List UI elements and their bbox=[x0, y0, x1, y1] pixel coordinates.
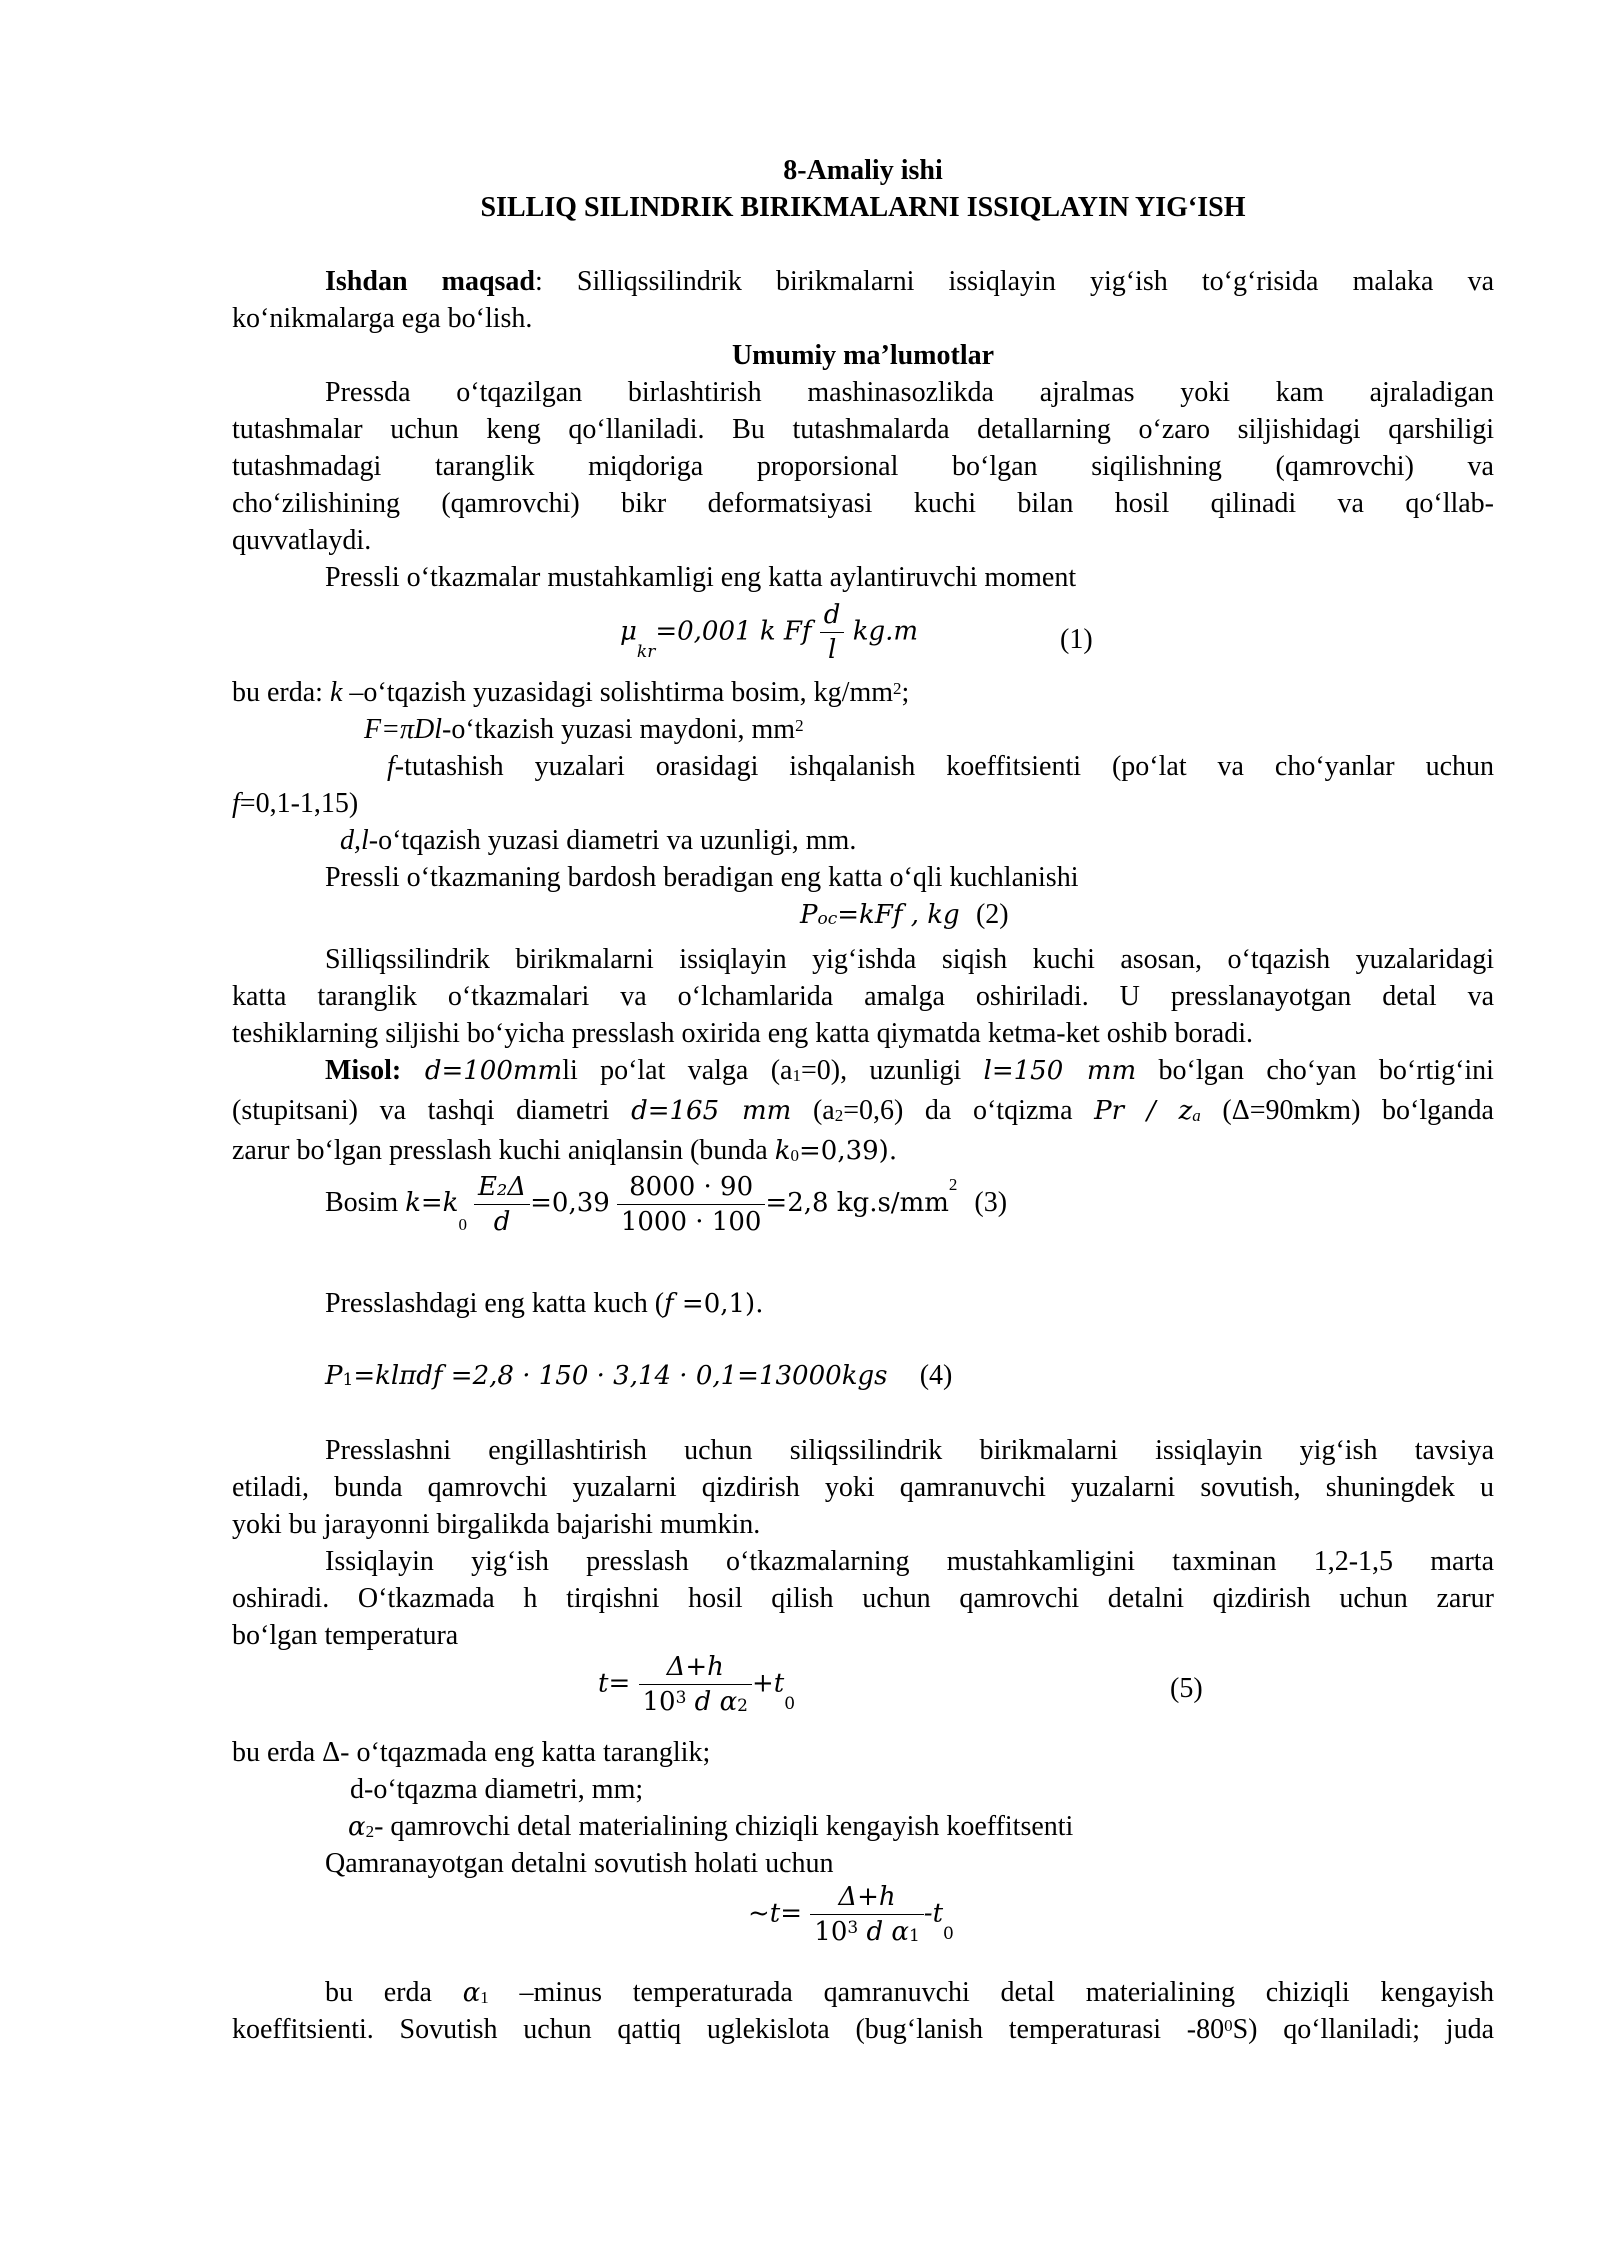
goal-line-1: Ishdan maqsad: Silliqssilindrik birikmalarni issiqlayin yig‘ish to‘g‘risida malaka va bbox=[325, 266, 1494, 297]
paragraph-6-line: yoki bu jarayonni birgalikda bajarishi mumkin. bbox=[232, 1509, 761, 1540]
equation-4: $P_1=kl\pi df =2,8 \cdot 150 \cdot 3,14 \cdot 0,1=13000kgs$ (4) bbox=[325, 1360, 953, 1391]
paragraph-4-line: Silliqssilindrik birikmalarni issiqlayin yig‘ishda siqish kuchi asosan, o‘tqazish yuzalaridagi bbox=[325, 944, 1494, 975]
where-5-line-1: bu erda Δ- o‘tqazmada eng katta taranglik; bbox=[232, 1737, 711, 1768]
paragraph-7-line: bo‘lgan temperatura bbox=[232, 1620, 459, 1651]
paragraph-7-line: oshiradi. O‘tkazmada h tirqishni hosil qilish uchun qamrovchi detalni qizdirish uchun zarur bbox=[232, 1583, 1494, 1614]
equation-5-number: (5) bbox=[1170, 1673, 1203, 1704]
equation-2: $P_{oc}=kFf$ , kg (2) bbox=[800, 899, 1009, 930]
section-heading: Umumiy ma’lumotlar bbox=[731, 340, 995, 371]
equation-1: $\mu_{kr}=0,001$ k Ff $\frac{d}{l}$ kg.m bbox=[620, 600, 919, 665]
equation-1-number: (1) bbox=[1060, 624, 1093, 655]
example-line-3: zarur bo‘lgan presslash kuchi aniqlansin (bunda $k_0=0,39$). bbox=[232, 1135, 898, 1166]
paragraph-6-line: Presslashni engillashtirish uchun siliqssilindrik birikmalarni issiqlayin yig‘ish tavsiya bbox=[325, 1435, 1494, 1466]
paragraph-9-line: koeffitsienti. Sovutish uchun qattiq uglekislota (bug‘lanish temperaturasi $-80^0S$) qo‘llaniladi; juda bbox=[232, 2014, 1494, 2045]
paragraph-1-line: Pressda o‘tqazilgan birlashtirish mashinasozlikda ajralmas yoki kam ajraladigan bbox=[325, 377, 1494, 408]
paragraph-4-line: katta taranglik o‘tkazmalari va o‘lchamlarida amalga oshiriladi. U presslanayotgan detal va bbox=[232, 981, 1494, 1012]
goal-line-2: ko‘nikmalarga ega bo‘lish. bbox=[232, 303, 533, 334]
where-5-line-2: d-o‘tqazma diametri, mm; bbox=[350, 1774, 644, 1805]
equation-6: ~t= $\frac{\Delta+h}{10^3 d \alpha_1}$ $-t_0$ bbox=[748, 1882, 954, 1947]
example-line-1: Misol: d=100mmli po‘lat valga $(a_1=0)$, uzunligi l=150 mm bo‘lgan cho‘yan bo‘rtig‘ini bbox=[325, 1055, 1494, 1086]
equation-3: Bosim $k=k_0$ $\frac{\text{E₂Δ}}{d}$ =0,39 $\frac{8000 \cdot 90}{1000 \cdot 100}$ =2,8 $kg.s/mm^2$ (3) bbox=[325, 1172, 1008, 1237]
paragraph-5: Presslashdagi eng katta kuch (f =0,1). bbox=[325, 1288, 764, 1319]
paragraph-1-line: quvvatlaydi. bbox=[232, 525, 372, 556]
paragraph-4-line: teshiklarning siljishi bo‘yicha presslash oxirida eng katta qiymatda ketma-ket oshib boradi. bbox=[232, 1018, 1253, 1049]
page-subtitle: SILLIQ SILINDRIK BIRIKMALARNI ISSIQLAYIN YIG‘ISH bbox=[480, 192, 1246, 223]
paragraph-2: Pressli o‘tkazmalar mustahkamligi eng katta aylantiruvchi moment bbox=[325, 562, 1077, 593]
page-title: 8-Amaliy ishi bbox=[783, 155, 943, 186]
paragraph-3: Pressli o‘tkazmaning bardosh beradigan eng katta o‘qli kuchlanishi bbox=[325, 862, 1079, 893]
where-5-line-3: $\alpha_2-$ qamrovchi detal materialining chiziqli kengayish koeffitsenti bbox=[348, 1811, 1074, 1842]
paragraph-7-line: Issiqlayin yig‘ish presslash o‘tkazmalarning mustahkamligini taxminan 1,2-1,5 marta bbox=[325, 1546, 1494, 1577]
example-line-2: (stupitsani) va tashqi diametri d=165 mm $(a_2=0,6)$ da o‘tqizma Pr / $z_a$ (Δ=90mkm) bo‘lganda bbox=[232, 1095, 1494, 1126]
paragraph-1-line: tutashmalar uchun keng qo‘llaniladi. Bu tutashmalarda detallarning o‘zaro siljishidagi qarshiligi bbox=[232, 414, 1494, 445]
where-line-2: F=πDl-o‘tkazish yuzasi maydoni, $mm^2$ bbox=[364, 714, 804, 745]
where-line-4: d,l-o‘tqazish yuzasi diametri va uzunligi, mm. bbox=[340, 825, 857, 856]
paragraph-6-line: etiladi, bunda qamrovchi yuzalarni qizdirish yoki qamranuvchi yuzalarni sovutish, shuningdek u bbox=[232, 1472, 1494, 1503]
equation-5: t= $\frac{\Delta+h}{10^3 d \alpha_2}$ $+t_0$ bbox=[598, 1652, 796, 1717]
paragraph-1-line: tutashmadagi taranglik miqdoriga proporsional bo‘lgan siqilishning (qamrovchi) va bbox=[232, 451, 1494, 482]
paragraph-9-line: bu erda $\alpha_1$ –minus temperaturada qamranuvchi detal materialining chiziqli kengayish bbox=[325, 1977, 1494, 2008]
where-line-3: f-tutashish yuzalari orasidagi ishqalanish koeffitsienti (po‘lat va cho‘yanlar uchun bbox=[387, 751, 1494, 782]
where-line-3b: f=0,1-1,15) bbox=[232, 788, 359, 819]
paragraph-1-line: cho‘zilishining (qamrovchi) bikr deformatsiyasi kuchi bilan hosil qilinadi va qo‘llab- bbox=[232, 488, 1494, 519]
where-line-1: bu erda: k –o‘tqazish yuzasidagi solishtirma bosim, $kg/mm^2$; bbox=[232, 677, 910, 708]
paragraph-8: Qamranayotgan detalni sovutish holati uchun bbox=[325, 1848, 834, 1879]
